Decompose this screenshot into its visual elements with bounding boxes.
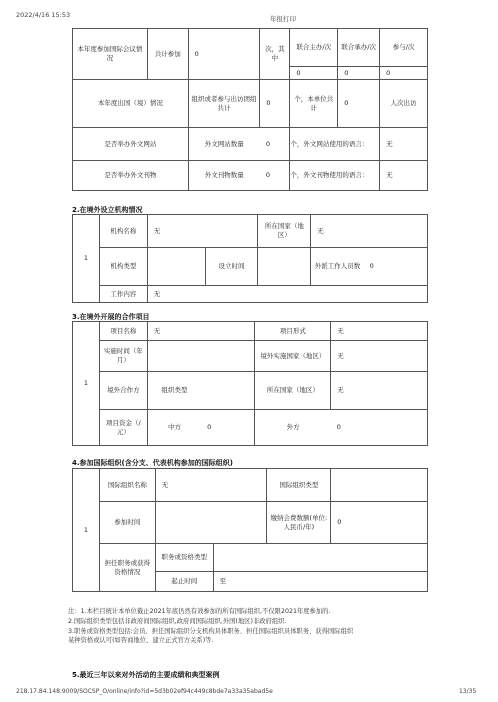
note-line: 2.国际组织类型包括非政府间国际组织,政府间国际组织,外国(地区)非政府组织. [68,617,287,625]
org-post-label: 担任职务或获得资格情况 [99,544,155,592]
institution-name-value: 无 [147,215,258,248]
institution-staff-value: 0 [364,248,428,286]
project-cn-label: 中方 [147,410,201,446]
org-posttype-label: 职务或资格类型 [155,544,213,572]
participate-value: 0 [380,67,428,80]
participate-header: 参与/次 [380,29,428,67]
section-3-title: 3.在境外开展的合作项目 [72,313,150,321]
international-org-table [72,468,428,592]
project-time-value [147,341,255,372]
org-period-value: 至 [213,572,427,592]
delegations-units-label: 个，本单位共计 [290,80,338,128]
note-line: 3.职务或资格类型包括:会员、担任国际组织分支机构具体职务、担任国际组织具体职务、获得国际组织 [68,627,354,635]
delegations-trips-label: 人次出访 [380,80,428,128]
institution-country-label: 所在国家（地区） [258,215,311,248]
periodical-lang-value: 无 [380,161,428,191]
periodical-count-label: 外文刊物数量 [188,161,260,191]
institution-time-label: 设立时间 [205,248,258,286]
overseas-institution-table [72,214,428,303]
org-time-label: 参加时间 [99,502,155,544]
project-name-value: 无 [147,322,255,341]
institution-type-value [147,248,205,286]
project-country-value: 无 [331,341,428,372]
co-organize-value: 0 [338,67,380,80]
org-name-value: 无 [155,469,267,502]
delegations-groups-label: 组织或者参与出访团组共计 [188,80,260,128]
project-foreign-value: 0 [331,410,428,446]
periodical-lang-label: 个，外文刊物使用的语言： [290,161,380,191]
org-name-label: 国际组织名称 [99,469,155,502]
org-posttype-value [213,544,427,572]
project-cn-value: 0 [201,410,255,446]
note-line: 注：1.本栏目统计本单位截止2021年底仍然有效参加的所有国际组织,不仅限2021年度参加的. [68,608,331,615]
institution-country-value: 无 [311,215,428,248]
institution-type-label: 机构类型 [99,248,147,286]
note-line: 某种资格或认可(如咨商地位、建立正式官方关系)等. [68,637,214,645]
website-lang-value: 无 [380,128,428,161]
project-partner-label: 境外合作方 [99,372,147,410]
delegations-units-value: 0 [338,80,380,128]
institution-content-value: 无 [147,286,427,303]
section-2-title: 2.在境外设立机构情况 [72,206,143,214]
co-host-header: 联合主办/次 [290,29,338,67]
section-5-title: 5.最近三年以来对外活动的主要成绩和典型案例 [72,671,220,679]
project-orgtype-value [201,372,255,410]
project-form-value: 无 [331,322,428,341]
periodical-label: 是否举办外文刊物 [73,161,189,191]
project-index: 1 [73,322,100,446]
website-lang-label: 个，外文网站使用的语言： [290,128,380,161]
institution-time-value [258,248,311,286]
co-host-value: 0 [290,67,338,80]
org-type-label: 国际组织类型 [267,469,331,502]
meetings-total-value: 0 [188,29,260,80]
project-time-label: 实施时间（年月） [99,341,147,372]
page-header-title: 年报打印 [270,15,296,23]
project-foreign-label: 外方 [255,410,331,446]
footer-page-number: 13/35 [459,688,477,695]
meetings-total-label: 共计参加 [147,29,188,80]
project-partner-country-value: 无 [331,372,428,410]
delegations-label: 本年度出国（境）情况 [73,80,189,128]
project-orgtype-label: 组织类型 [147,372,201,410]
project-form-label: 项目形式 [255,322,331,341]
activities-table [72,28,428,191]
periodical-count-value: 0 [260,161,290,191]
institution-content-label: 工作内容 [99,286,147,303]
org-type-value [331,469,428,502]
meetings-unit-label: 次，其中 [260,29,290,80]
project-partner-country-label: 所在国家（地区） [255,372,331,410]
org-fee-value: 0 [331,502,428,544]
project-country-label: 境外实施国家（地区） [255,341,331,372]
co-organize-header: 联合承办/次 [338,29,380,67]
project-fund-label: 项目资金（/元） [99,410,147,446]
org-time-value [155,502,267,544]
delegations-groups-value: 0 [260,80,290,128]
institution-staff-label: 外派工作人员数 [311,248,364,286]
meetings-label: 本年度参加国际会议情况 [73,29,148,80]
website-count-label: 外文网站数量 [188,128,260,161]
org-period-label: 起止时间 [155,572,213,592]
notes-block [68,607,448,646]
org-index: 1 [73,469,100,592]
website-count-value: 0 [260,128,290,161]
org-fee-label: 缴纳会费数额(单位:人民币/年) [267,502,331,544]
footer-url: 218.17.84.148:9009/SOCSP_O/online/info?id=5d3b02ef94c449c8bde7a33a35abad5e [16,688,273,695]
cooperation-project-table [72,321,428,446]
website-label: 是否举办外文网站 [73,128,189,161]
project-name-label: 项目名称 [99,322,147,341]
institution-name-label: 机构名称 [99,215,147,248]
institution-index: 1 [73,215,100,303]
print-timestamp: 2022/4/16 15:53 [16,11,71,19]
section-4-title: 4.参加国际组织(含分支、代表机构参加的国际组织) [72,459,233,467]
